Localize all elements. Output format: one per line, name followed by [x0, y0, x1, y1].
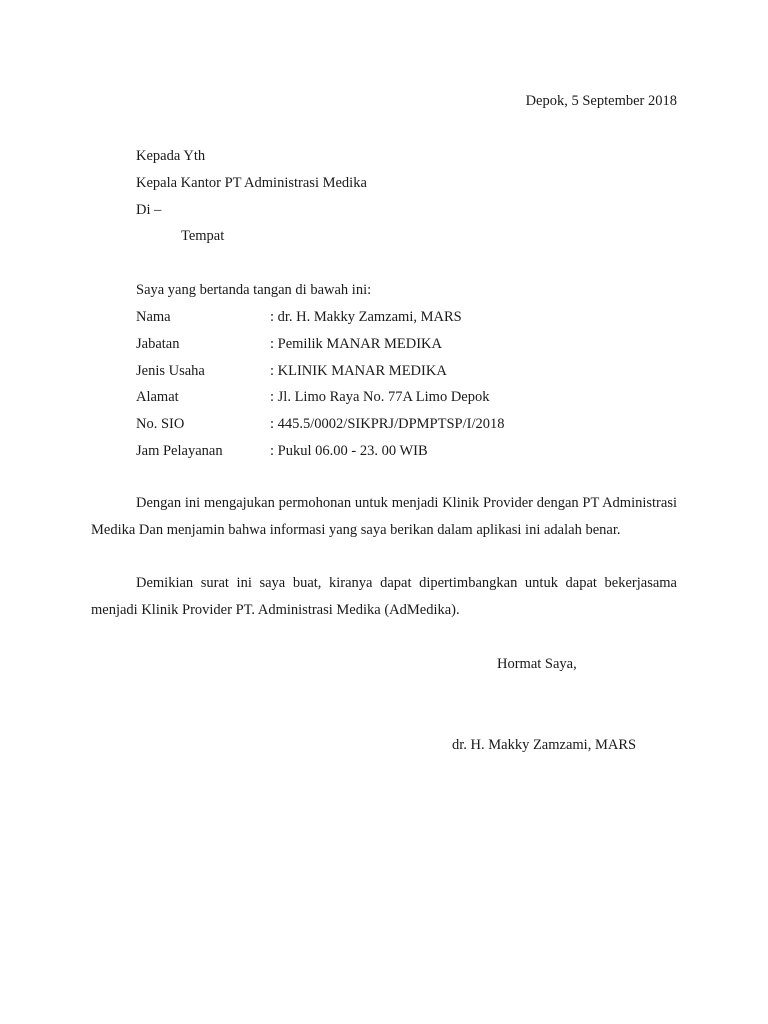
field-label: Nama	[136, 309, 171, 325]
field-label: No. SIO	[136, 416, 185, 433]
recipient-salutation: Kepada Yth	[136, 148, 206, 164]
field-value: : Pukul 06.00 - 23. 00 WIB	[270, 442, 428, 459]
signer-name: dr. H. Makky Zamzami, MARS	[452, 737, 637, 753]
field-value: : KLINIK MANAR MEDIKA	[270, 362, 447, 379]
recipient-location: Tempat	[181, 228, 225, 244]
field-value: : Jl. Limo Raya No. 77A Limo Depok	[270, 389, 490, 406]
recipient-title: Kepala Kantor PT Administrasi Medika	[136, 175, 367, 191]
field-value: : 445.5/0002/SIKPRJ/DPMPTSP/I/2018	[270, 416, 505, 433]
field-value: : Pemilik MANAR MEDIKA	[270, 335, 442, 352]
body-paragraph-request: Dengan ini mengajukan permohonan untuk menjadi Klinik Provider dengan PT Administrasi Medika Dan menjamin bahwa informasi yang saya berikan dalam aplikasi ini adalah benar.	[91, 495, 677, 538]
field-label: Jenis Usaha	[136, 362, 205, 379]
field-value: : dr. H. Makky Zamzami, MARS	[270, 309, 462, 325]
closing-salutation: Hormat Saya,	[497, 656, 577, 672]
body-paragraph-closing: Demikian surat ini saya buat, kiranya dapat dipertimbangkan untuk dapat bekerjasama menjadi Klinik Provider PT. Administrasi Medika (AdMedika).	[91, 575, 677, 618]
recipient-location-prefix: Di –	[136, 202, 162, 218]
letter-date: Depok, 5 September 2018	[525, 93, 677, 109]
field-label: Alamat	[136, 389, 179, 406]
field-label: Jam Pelayanan	[136, 442, 223, 459]
field-label: Jabatan	[136, 335, 180, 352]
intro-text: Saya yang bertanda tangan di bawah ini:	[136, 282, 372, 298]
